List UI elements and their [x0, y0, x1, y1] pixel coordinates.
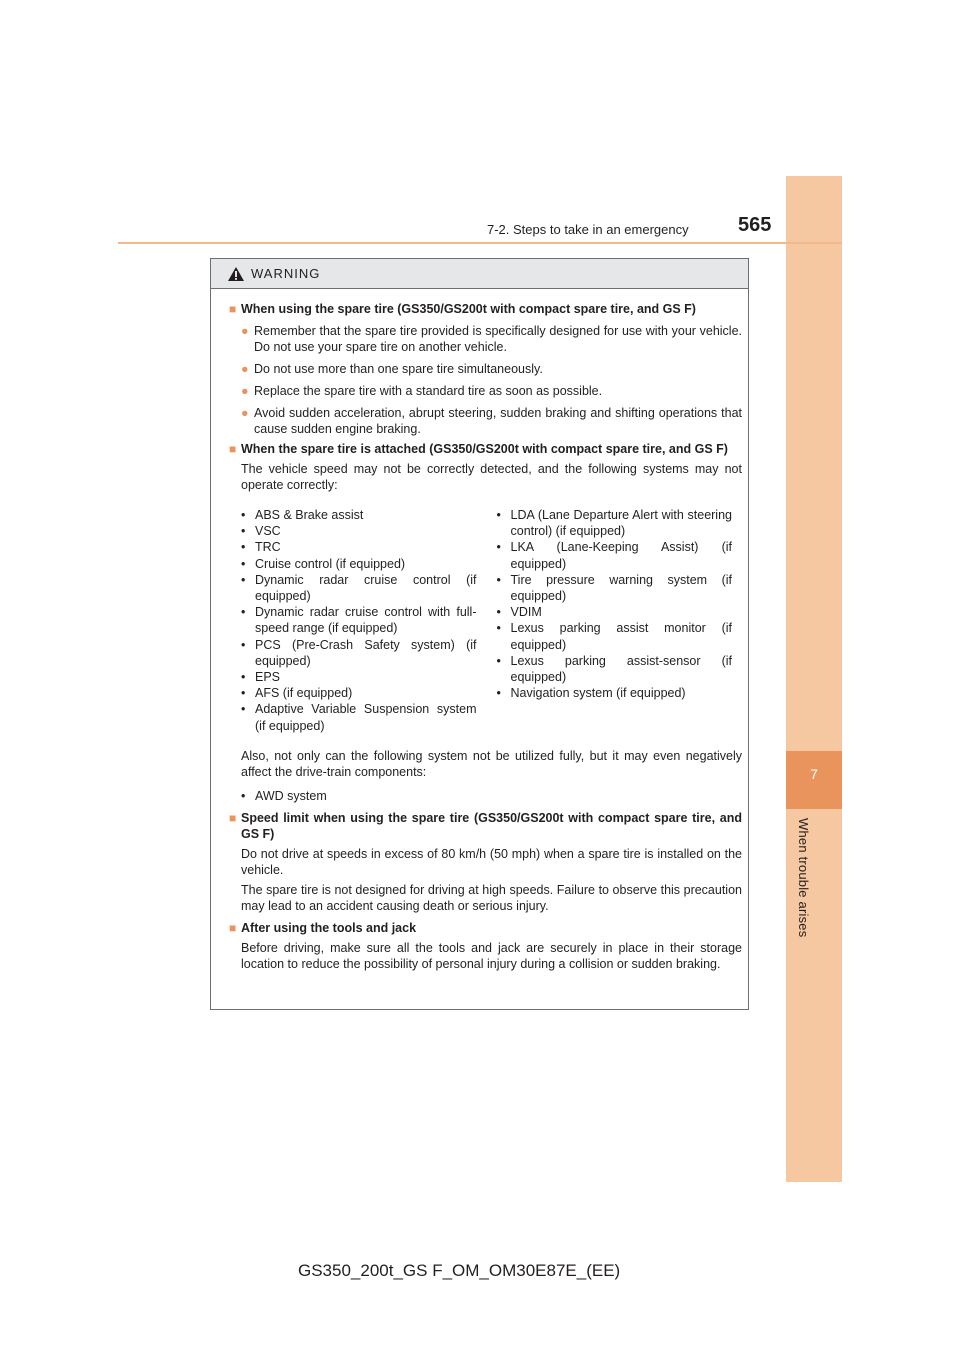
- list-item: • VDIM: [496, 605, 542, 620]
- footer-code: GS350_200t_GS F_OM_OM30E87E_(EE): [298, 1261, 621, 1280]
- circle-bullet-icon: ●: [241, 362, 249, 376]
- list-item: • Adaptive Variable Suspension system (if equipped): [241, 702, 477, 733]
- list-item: ● Do not use more than one spare tire simultaneously.: [241, 362, 543, 376]
- paragraph: The spare tire is not designed for driving at high speeds. Failure to observe this precaution may lead to an accident causing death or serious injury.: [241, 883, 742, 914]
- list-item: • AFS (if equipped): [241, 686, 353, 701]
- list-item: • LDA (Lane Departure Alert with steering control) (if equipped): [496, 508, 732, 539]
- list-item: ● Avoid sudden acceleration, abrupt steering, sudden braking and shifting operations that cause sudden engine braking.: [241, 406, 742, 436]
- section-heading: ■ Speed limit when using the spare tire (GS350/GS200t with compact spare tire, and GS F): [229, 811, 742, 842]
- circle-bullet-icon: ●: [241, 384, 249, 398]
- warning-label: WARNING: [251, 266, 321, 281]
- list-item: • EPS: [241, 670, 281, 685]
- square-bullet-icon: ■: [229, 442, 237, 456]
- list-item: • Lexus parking assist-sensor (if equipped): [496, 653, 732, 685]
- paragraph: Also, not only can the following system not be utilized fully, but it may even negatively affect the drive-train components:: [241, 748, 742, 779]
- systems-list-right: [497, 507, 743, 734]
- section-heading: ■ When the spare tire is attached (GS350/GS200t with compact spare tire, and GS F): [229, 442, 728, 456]
- paragraph: Before driving, make sure all the tools and jack are securely in place in their storage location to reduce the possibility of personal injury during a collision or sudden braking.: [241, 941, 742, 972]
- list-item: • Lexus parking assist monitor (if equipped): [496, 621, 732, 652]
- side-tab: [786, 176, 842, 1182]
- section-heading: ■ When using the spare tire (GS350/GS200t with compact spare tire, and GS F): [229, 302, 696, 316]
- systems-list-left: [241, 507, 497, 734]
- list-item: • Dynamic radar cruise control with full-speed range (if equipped): [241, 605, 477, 636]
- list-item: • Cruise control (if equipped): [241, 556, 406, 571]
- section-title: 7-2. Steps to take in an emergency: [487, 222, 689, 237]
- warning-header: [211, 259, 748, 289]
- list-item: • TRC: [241, 540, 281, 555]
- list-item: • Tire pressure warning system (if equipped): [496, 572, 732, 604]
- systems-list: [241, 507, 742, 734]
- list-item: • PCS (Pre-Crash Safety system) (if equipped): [241, 637, 477, 668]
- square-bullet-icon: ■: [229, 811, 237, 826]
- square-bullet-icon: ■: [229, 921, 237, 936]
- warning-box: [210, 258, 749, 1010]
- square-bullet-icon: ■: [229, 302, 237, 316]
- list-item: • VSC: [241, 524, 281, 539]
- list-item: • LKA (Lane-Keeping Assist) (if equipped): [496, 540, 732, 571]
- chapter-title: When trouble arises: [796, 818, 811, 938]
- list-item: ● Replace the spare tire with a standard tire as soon as possible.: [241, 384, 603, 398]
- section-heading: ■ After using the tools and jack: [229, 921, 417, 936]
- list-item: • AWD system: [241, 788, 327, 803]
- chapter-number: 7: [810, 766, 818, 782]
- paragraph: The vehicle speed may not be correctly detected, and the following systems may not operate correctly:: [241, 462, 742, 492]
- list-item: ● Remember that the spare tire provided is specifically designed for use with your vehicle. Do not use your spare tire on another vehicle.: [241, 324, 742, 354]
- list-item: • ABS & Brake assist: [241, 508, 364, 522]
- list-item: • Navigation system (if equipped): [496, 686, 686, 701]
- page-number: 565: [738, 214, 772, 236]
- warning-triangle-icon: [227, 266, 245, 282]
- paragraph: Do not drive at speeds in excess of 80 km/h (50 mph) when a spare tire is installed on the vehicle.: [241, 847, 742, 878]
- warning-body: [211, 289, 748, 972]
- list-item: • Dynamic radar cruise control (if equipped): [241, 572, 477, 604]
- circle-bullet-icon: ●: [241, 406, 249, 420]
- header-rule: [118, 242, 842, 244]
- circle-bullet-icon: ●: [241, 324, 249, 338]
